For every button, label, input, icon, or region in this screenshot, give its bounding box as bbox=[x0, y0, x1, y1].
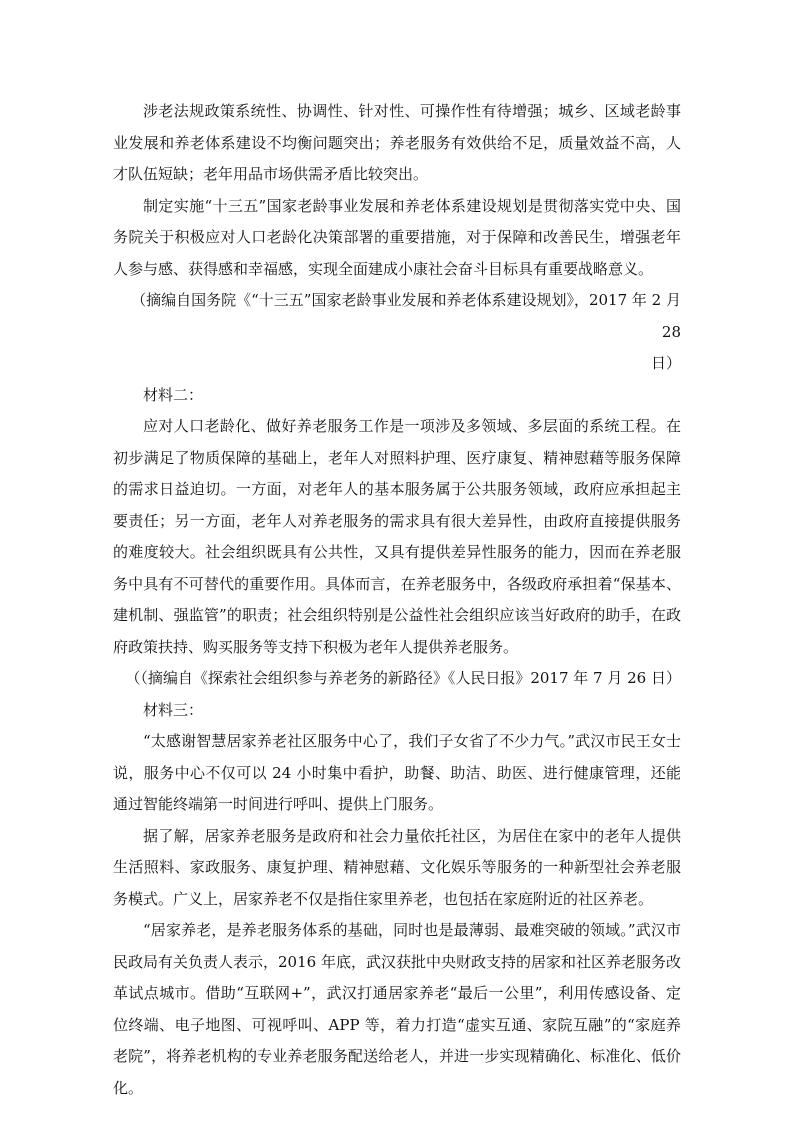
source-citation-1-line-1: （摘编自国务院《“十三五”国家老龄事业发展和养老体系建设规划》，2017 年 2 月 28 bbox=[131, 291, 681, 341]
document-page bbox=[113, 96, 681, 1104]
paragraph-policy-issues: 涉老法规政策系统性、协调性、针对性、可操作性有待增强；城乡、区域老龄事业发展和养老体系建设不均衡问题突出；养老服务有效供给不足，质量效益不高，人才队伍短缺；老年用品市场供需矛盾比较突出。 bbox=[113, 102, 681, 183]
material-three-label: 材料三： bbox=[143, 700, 204, 719]
source-citation-1-line-2: 日） bbox=[650, 354, 681, 372]
material-two-label: 材料二： bbox=[143, 385, 204, 404]
paragraph-social-organizations: 应对人口老龄化、做好养老服务工作是一项涉及多领域、多层面的系统工程。在初步满足了物质保障的基础上，老年人对照料护理、医疗康复、精神慰藉等服务保障的需求日益迫切。一方面，对老年人的基本服务属于公共服务领域，政府应承担起主要责任；另一方面，老年人对养老服务的需求具有很大差异性，由政府直接提供服务的难度较大。社会组织既具有公共性，又具有提供差异性服务的能力，因而在养老服务中具有不可替代的重要作用。具体而言，在养老服务中，各级政府承担着“保基本、建机制、强监管”的职责；社会组织特别是公益性社会组织应该当好政府的助手，在政府政策扶持、购买服务等支持下积极为老年人提供养老服务。 bbox=[113, 417, 681, 656]
paragraph-home-care-definition: 据了解，居家养老服务是政府和社会力量依托社区，为居住在家中的老年人提供生活照料、家政服务、康复护理、精神慰藉、文化娱乐等服务的一种新型社会养老服务模式。广义上，居家养老不仅是指住家里养老，也包括在家庭附近的社区养老。 bbox=[113, 826, 681, 908]
paragraph-plan-significance: 制定实施“十三五”国家老龄事业发展和养老体系建设规划是贯彻落实党中央、国务院关于积极应对人口老龄化决策部署的重要措施，对于保障和改善民生，增强老年人参与感、获得感和幸福感，实现全面建成小康社会奋斗目标具有重要战略意义。 bbox=[113, 196, 681, 278]
source-citation-2: （（摘编自《探索社会组织参与养老务的新路径》《人民日报》2017 年 7 月 26 日） bbox=[125, 669, 681, 687]
paragraph-wuhan-pilot: “居家养老，是养老服务体系的基础，同时也是最薄弱、最难突破的领域。”武汉市民政局有关负责人表示，2016 年底，武汉获批中央财政支持的居家和社区养老服务改革试点城市。借助“互联网+”，武汉打通居家养老“最后一公里”，利用传感设备、定位终端、电子地图、可视呼叫、APP 等，着力打造“虚实互通、家院互融”的“家庭养老院”，将养老机构的专业养老服务配送给老人，并进一步实现精确化、标准化、低价化。 bbox=[113, 921, 681, 1097]
paragraph-resident-quote: “太感谢智慧居家养老社区服务中心了，我们子女省了不少力气。”武汉市民王女士说，服务中心不仅可以 24 小时集中看护，助餐、助洁、助医、进行健康管理，还能通过智能终端第一时间进行呼叫、提供上门服务。 bbox=[113, 732, 681, 813]
